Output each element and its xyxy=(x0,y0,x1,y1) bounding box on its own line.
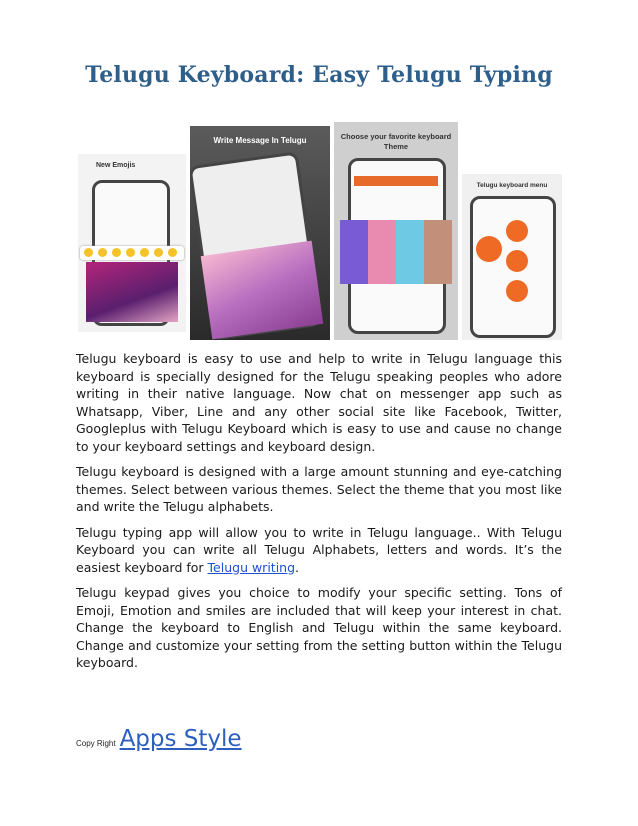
app-screenshot-collage xyxy=(78,122,562,342)
panel-label-new-emojis: New Emojis xyxy=(96,162,136,169)
copyright-text: Copy Right xyxy=(76,739,116,748)
panel-label-write-message: Write Message In Telugu xyxy=(213,136,307,145)
menu-circle-icon xyxy=(506,250,528,272)
telugu-writing-link[interactable]: Telugu writing xyxy=(207,559,296,575)
theme-header-bar xyxy=(354,176,438,186)
screenshot-write-message xyxy=(190,126,330,340)
emoji-icon xyxy=(140,248,149,257)
paragraph: Telugu keyboard is easy to use and help to write in Telugu language this keyboard is specially designed for the Telugu speaking peoples who adore writing in their native language. Now chat on messenger app such as Whatsapp, Viber, Line and any other social site like Facebook, Twitter, Googleplus with Telugu Keyboard which is easy to use and cause no change to your keyboard settings and keyboard design. xyxy=(76,351,562,454)
emoji-icon xyxy=(98,248,107,257)
emoji-icon xyxy=(154,248,163,257)
emoji-icon xyxy=(168,248,177,257)
apps-style-link[interactable]: Apps Style xyxy=(119,726,242,752)
screenshot-keyboard-menu xyxy=(462,174,562,340)
paragraph-text: Telugu typing app will allow you to write in Telugu language.. With Telugu Keyboard you can write all Telugu Alphabets, letters and words. It’s the easiest keyboard for xyxy=(76,524,562,575)
theme-previews xyxy=(340,220,452,284)
panel-label-keyboard-theme: Choose your favorite keyboard Theme xyxy=(340,132,452,151)
article-body xyxy=(76,350,562,680)
footer xyxy=(76,726,242,752)
emoji-icon xyxy=(84,248,93,257)
menu-circle-icon xyxy=(506,220,528,242)
keyboard-preview xyxy=(201,241,324,340)
paragraph xyxy=(76,524,562,577)
page-title: Telugu Keyboard: Easy Telugu Typing xyxy=(85,62,553,88)
emoji-icon xyxy=(126,248,135,257)
menu-circle-icon xyxy=(506,280,528,302)
emoji-row xyxy=(80,246,184,260)
paragraph-text: . xyxy=(295,559,300,575)
screenshot-new-emojis xyxy=(78,154,186,332)
keyboard-preview xyxy=(86,262,178,322)
menu-circle-icon xyxy=(476,236,502,262)
panel-label-keyboard-menu: Telugu keyboard menu xyxy=(476,182,548,189)
paragraph: Telugu keyboard is designed with a large amount stunning and eye-catching themes. Select between various themes. Select the theme that you most like and write the Telugu alphabets. xyxy=(76,464,562,514)
screenshot-keyboard-theme xyxy=(334,122,458,340)
emoji-icon xyxy=(112,248,121,257)
paragraph: Telugu keypad gives you choice to modify your specific setting. Tons of Emoji, Emotion and smiles are included that will keep your interest in chat. Change the keyboard to English and Telugu within the same keyboard. Change and customize your setting from the setting button within the Telugu keyboard. xyxy=(76,585,562,670)
